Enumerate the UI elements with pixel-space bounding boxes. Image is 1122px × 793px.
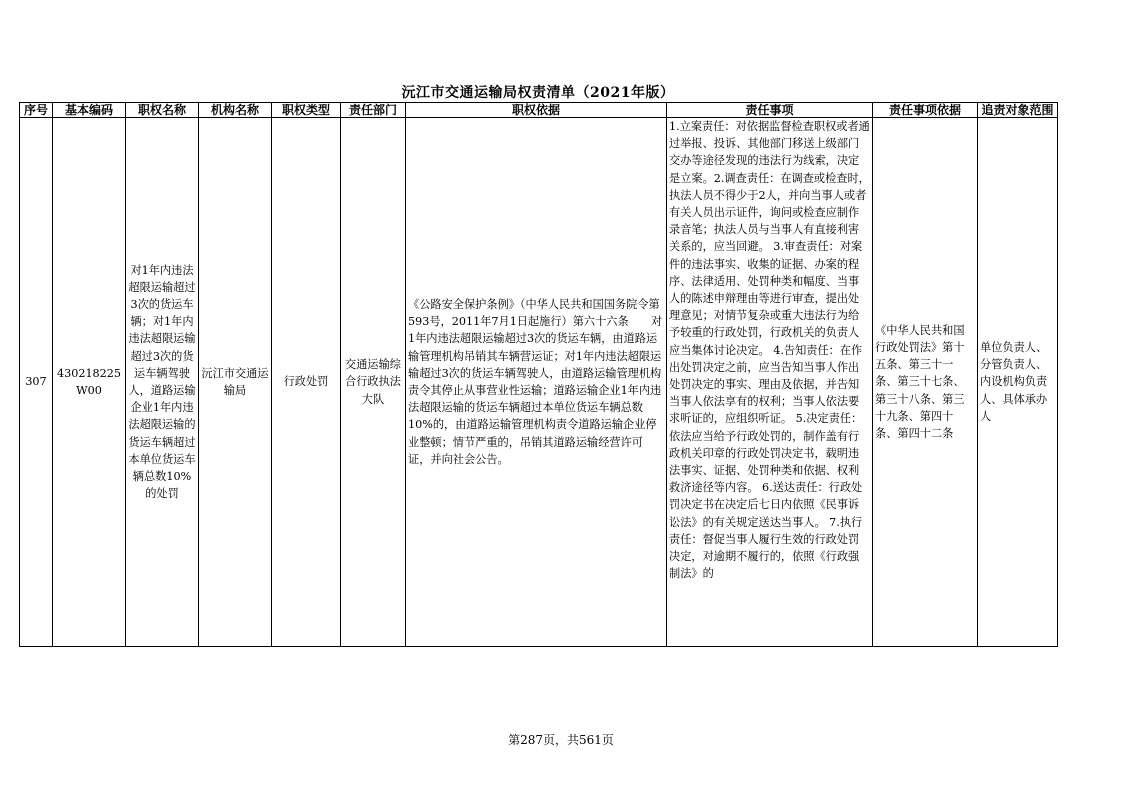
cell-accountability: 单位负责人、分管负责人、内设机构负责人、具体承办人 (978, 118, 1058, 647)
header-power-type: 职权类型 (272, 103, 341, 118)
power-list-table (19, 102, 1058, 647)
header-org-name: 机构名称 (199, 103, 272, 118)
header-accountability: 追责对象范围 (978, 103, 1058, 118)
header-row (20, 103, 1058, 118)
cell-dept: 交通运输综合行政执法大队 (341, 118, 406, 647)
cell-code: 430218225W00 (53, 118, 126, 647)
header-power-name: 职权名称 (126, 103, 199, 118)
header-seq: 序号 (20, 103, 53, 118)
cell-power-type: 行政处罚 (272, 118, 341, 647)
cell-seq: 307 (20, 118, 53, 647)
header-duty-basis: 责任事项依据 (873, 103, 978, 118)
page-title: 沅江市交通运输局权责清单（2021年版） (401, 85, 675, 101)
cell-duties: 1.立案责任：对依据监督检查职权或者通过举报、投诉、其他部门移送上级部门交办等途径发现的违法行为线索，决定是立案。2.调查责任：在调查或检查时，执法人员不得少于2人，并向当事人或者有关人员出示证件，询问或检查应制作录音笔；执法人员与当事人有直接利害关系的，应当回避。 3.审查责任：对案件的违法事实、收集的证据、办案的程序、法律适用、处罚种类和幅度、当事人的陈述申辩理由等进行审查，提出处理意见；对情节复杂或重大违法行为给予较重的行政处罚，行政机关的负责人应当集体讨论决定。 4.告知责任：在作出处罚决定之前，应当告知当事人作出处罚决定的事实、理由及依据，并告知当事人依法享有的权利；当事人依法要求听证的，应组织听证。 5.决定责任：依法应当给予行政处罚的，制作盖有行政机关印章的行政处罚决定书，载明违法事实、证据、处罚种类和依据、权利救济途径等内容。 6.送达责任：行政处罚决定书在决定后七日内依照《民事诉讼法》的有关规定送达当事人。 7.执行责任：督促当事人履行生效的行政处罚决定，对逾期不履行的，依照《行政强制法》的 (667, 118, 873, 647)
cell-basis: 《公路安全保护条例》（中华人民共和国国务院令第593号，2011年7月1日起施行）第六十六条 对1年内违法超限运输超过3次的货运车辆，由道路运输管理机构吊销其车辆营运证；对1年内违法超限运输超过3次的货运车辆驾驶人，由道路运输管理机构责令其停止从事营业性运输；道路运输企业1年内违法超限运输的货运车辆超过本单位货运车辆总数10%的，由道路运输管理机构责令道路运输企业停业整顿；情节严重的，吊销其道路运输经营许可证，并向社会公告。 (406, 118, 667, 647)
header-duties: 责任事项 (667, 103, 873, 118)
cell-duty-basis: 《中华人民共和国行政处罚法》第十五条、第三十一条、第三十七条、第三十八条、第三十九条、第四十条、第四十二条 (873, 118, 978, 647)
header-code: 基本编码 (53, 103, 126, 118)
page-footer: 第287页，共561页 (508, 733, 614, 747)
table-row (20, 118, 1058, 647)
header-basis: 职权依据 (406, 103, 667, 118)
cell-power-name: 对1年内违法超限运输超过3次的货运车辆；对1年内违法超限运输超过3次的货运车辆驾驶人，道路运输企业1年内违法超限运输的货运车辆超过本单位货运车辆总数10%的处罚 (126, 118, 199, 647)
cell-org-name: 沅江市交通运输局 (199, 118, 272, 647)
header-dept: 责任部门 (341, 103, 406, 118)
